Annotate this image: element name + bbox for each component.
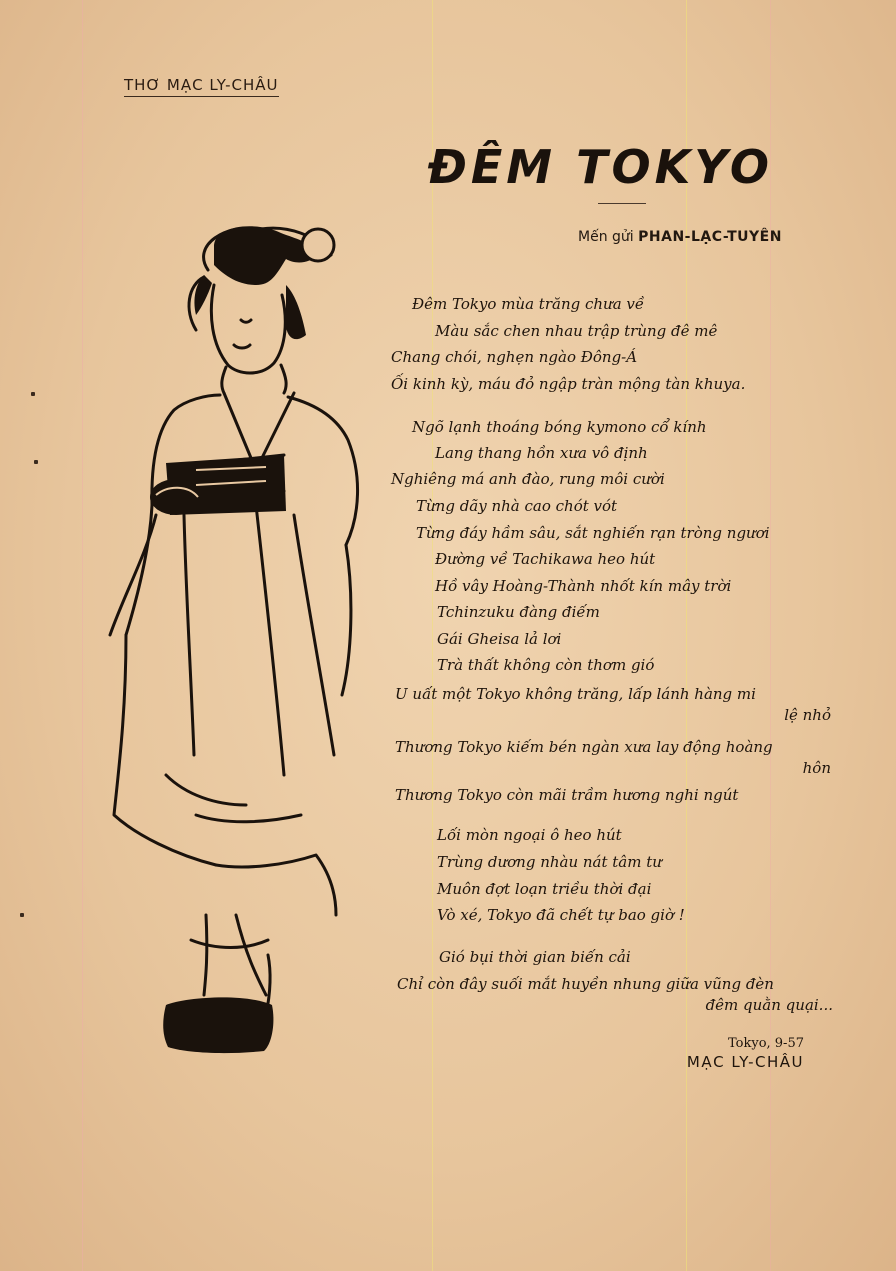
geisha-illustration bbox=[96, 215, 366, 1060]
poem-line-continuation: đêm quằn quại... bbox=[705, 996, 833, 1014]
dedication bbox=[578, 229, 782, 245]
poem-line: Trùng dương nhàu nát tâm tư bbox=[437, 853, 662, 871]
dedication-name: PHAN-LẠC-TUYÊN bbox=[638, 229, 782, 245]
poem-line: Muôn đợt loạn triều thời đại bbox=[437, 880, 652, 898]
poem-line: Hồ vây Hoàng-Thành nhốt kín mây trời bbox=[435, 577, 732, 595]
poem-line: Màu sắc chen nhau trập trùng đê mê bbox=[435, 322, 718, 340]
poem-line: Gió bụi thời gian biến cải bbox=[439, 948, 631, 966]
poem-line-continuation: hôn bbox=[802, 759, 831, 777]
title-divider bbox=[598, 203, 646, 204]
poem-line: U uất một Tokyo không trăng, lấp lánh hàng mi bbox=[395, 685, 756, 703]
poem-line: Thương Tokyo kiếm bén ngàn xưa lay động hoàng bbox=[395, 738, 773, 756]
poem-line: Chỉ còn đây suối mắt huyền nhung giữa vũng đèn bbox=[397, 975, 774, 993]
poem-line: Lang thang hồn xưa vô định bbox=[435, 444, 648, 462]
signature-place-date: Tokyo, 9-57 bbox=[727, 1036, 804, 1051]
signature-author: MẠC LY-CHÂU bbox=[686, 1053, 804, 1071]
dedication-prefix: Mến gửi bbox=[578, 229, 634, 245]
poem-line: Từng dãy nhà cao chót vót bbox=[416, 497, 618, 515]
poem-line: Vò xé, Tokyo đã chết tự bao giờ ! bbox=[437, 906, 685, 924]
poem-title: ĐÊM TOKYO bbox=[428, 140, 773, 194]
poem-line: Thương Tokyo còn mãi trầm hương nghi ngút bbox=[395, 786, 739, 804]
binding-hole-mark bbox=[20, 913, 24, 917]
signature bbox=[668, 1036, 804, 1071]
poem-line: Đêm Tokyo mùa trăng chưa về bbox=[412, 295, 645, 313]
poem-line: Trà thất không còn thơm gió bbox=[437, 656, 655, 674]
poem-line: Lối mòn ngoại ô heo hút bbox=[437, 826, 622, 844]
binding-hole-mark bbox=[34, 460, 38, 464]
poem-line-continuation: lệ nhỏ bbox=[784, 706, 831, 724]
poem-line: Chang chói, nghẹn ngào Đông-Á bbox=[391, 348, 638, 366]
poem-line: Ối kinh kỳ, máu đỏ ngập tràn mộng tàn khuya. bbox=[391, 375, 746, 393]
poem-line: Ngõ lạnh thoáng bóng kymono cổ kính bbox=[412, 418, 707, 436]
poem-line: Đường về Tachikawa heo hút bbox=[435, 550, 656, 568]
poem-line: Tchinzuku đàng điếm bbox=[437, 603, 600, 621]
pink-fold-line bbox=[82, 0, 83, 1271]
binding-hole-mark bbox=[31, 392, 35, 396]
author-header: THƠ MẠC LY-CHÂU bbox=[124, 76, 279, 97]
poem-line: Nghiêng má anh đào, rung môi cười bbox=[391, 470, 665, 488]
poem-line: Gái Gheisa lả lơi bbox=[437, 630, 562, 648]
poem-line: Từng đáy hầm sâu, sắt nghiến rạn tròng ngươi bbox=[416, 524, 770, 542]
